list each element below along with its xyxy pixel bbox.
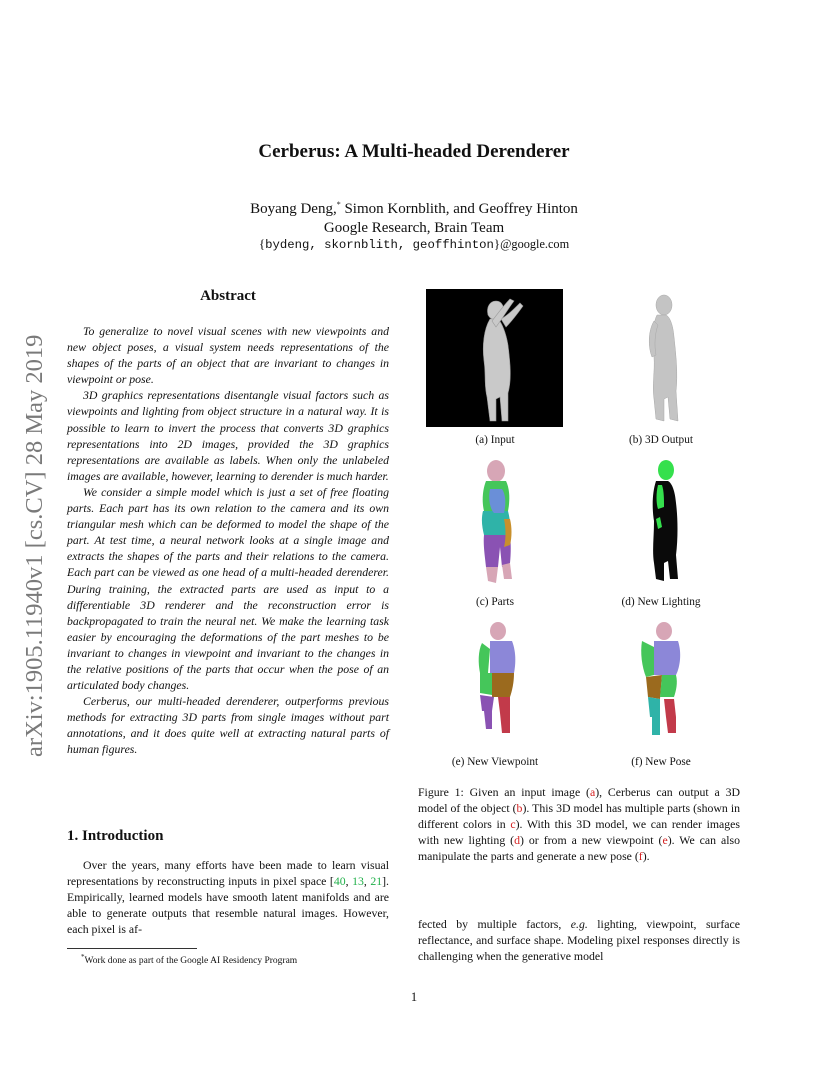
abstract-paragraph: To generalize to novel visual scenes with new viewpoints and new object poses, a visual system needs representations of the shapes of the parts of an object that are invariant to changes in viewpoint or pose.	[67, 324, 389, 387]
figure-panel-new-viewpoint	[470, 621, 526, 741]
subcaption-input: (a) Input	[475, 434, 515, 446]
arxiv-side-stamp	[10, 275, 50, 760]
figure-panel-new-pose	[634, 621, 690, 741]
arxiv-stamp-text: arXiv:1905.11940v1 [cs.CV] 28 May 2019	[21, 334, 48, 757]
figure-panel-3d-output	[624, 291, 704, 427]
figure-ref-link[interactable]: c	[510, 817, 516, 832]
subcaption-new-viewpoint: (e) New Viewpoint	[451, 756, 539, 768]
intro-body	[67, 857, 389, 937]
citation-link[interactable]: 13	[352, 874, 364, 889]
figure-caption: Figure 1: Given an input image (a), Cerberus can output a 3D model of the object (b). This 3D model has multiple parts (shown in different colors in c). With this 3D model, we can render images with new lighting (d) or from a new viewpoint (e). We can also manipulate the parts and generate a new pose (f).	[418, 785, 741, 864]
author-names: Boyang Deng,* Simon Kornblith, and Geoffrey Hinton	[250, 200, 578, 217]
right-column-text: fected by multiple factors, e.g. lighting, viewpoint, surface reflectance, and surface shape. Modeling pixel responses directly is challenging when the generative model	[418, 917, 740, 964]
page-number: 1	[410, 990, 418, 1004]
abstract-paragraph: Cerberus, our multi-headed derenderer, outperforms previous methods for extracting 3D parts from single images without part annotations, and it does quite well at extracting natural parts of human figures.	[67, 694, 389, 757]
figure-ref-link[interactable]: b	[516, 801, 523, 816]
subcaption-new-lighting: (d) New Lighting	[621, 596, 701, 608]
figure-ref-link[interactable]: e	[662, 833, 668, 848]
subcaption-3d-output: (b) 3D Output	[628, 434, 693, 446]
figure-panel-input	[426, 289, 563, 427]
paper-title: Cerberus: A Multi-headed Derenderer	[258, 141, 570, 162]
abstract-body	[67, 323, 389, 758]
abstract-paragraph: We consider a simple model which is just a set of free floating parts. Each part has its own relation to the camera and its own triangular mesh which can be deformed to model the shape of the part. At test time, a neural network looks at a single image and extracts the shapes of the parts and their relations to the camera. Each part can be viewed as one head of a multi-headed derenderer. During training, the extracted parts are used as input to a differentiable 3D renderer and the reconstruction error is backpropagated to train the neural net. We make the learning task easier by encouraging the deformations of the part meshes to be invariant to changes in viewpoint and invariant to the changes in the relative positions of the parts that occur when the pose of an articulated body changes.	[67, 484, 389, 693]
affiliation: Google Research, Brain Team	[323, 220, 505, 236]
citation-link[interactable]: 40	[333, 874, 346, 889]
figure-ref-link[interactable]: d	[514, 833, 521, 848]
citation-link[interactable]: 21	[370, 874, 383, 889]
abstract-heading: Abstract	[200, 288, 256, 304]
intro-heading: 1. Introduction	[67, 828, 164, 844]
intro-paragraph: Over the years, many efforts have been made to learn visual representations by reconstructing inputs in pixel space [40, 13, 21]. Empirically, learned models have smooth latent manifolds and are able to generate outputs that resemble natural images. However, each pixel is af-	[67, 858, 389, 937]
footnote-divider	[67, 948, 197, 949]
subcaption-new-pose: (f) New Pose	[631, 756, 691, 768]
figure-panel-parts	[466, 459, 526, 585]
figure-ref-link[interactable]: a	[589, 785, 596, 799]
author-block	[0, 195, 828, 238]
footnote: *Work done as part of the Google AI Residency Program	[81, 953, 298, 967]
subcaption-parts: (c) Parts	[476, 596, 514, 608]
figure-ref-link[interactable]: f	[638, 849, 643, 864]
abstract-paragraph: 3D graphics representations disentangle visual factors such as viewpoints and lighting from object structure in a natural way. It is possible to learn to invert the process that converts 3D graphics representations into 2D images, provided the 3D graphics representations are available as labels. When only the unlabeled images are available, however, learning to derender is much harder.	[67, 388, 389, 483]
figure-panel-new-lighting	[642, 459, 690, 585]
author-emails: {bydeng, skornblith, geoffhinton}@google.com	[258, 236, 570, 252]
